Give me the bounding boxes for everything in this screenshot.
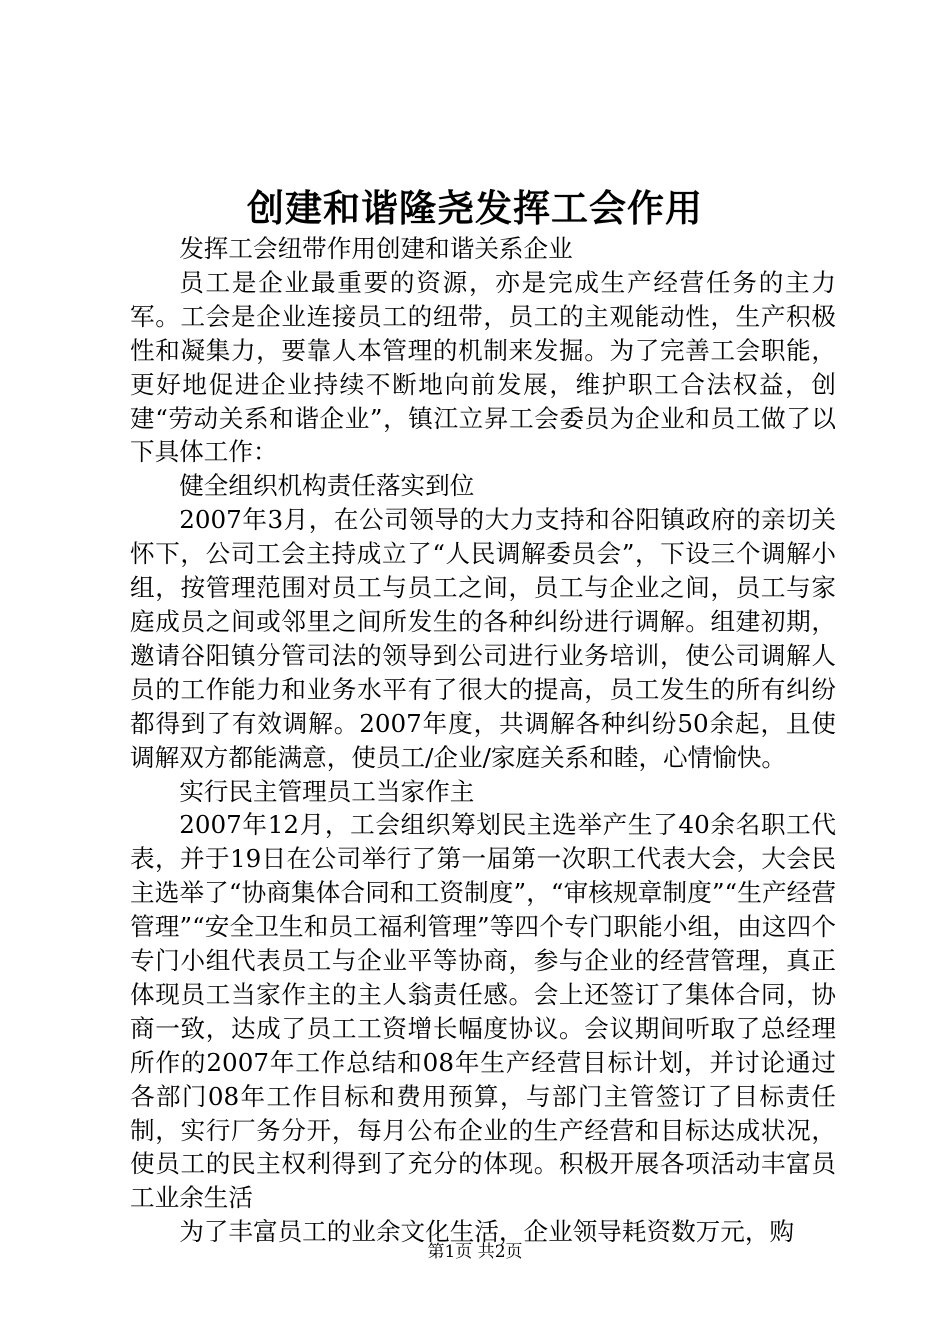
body-paragraph: 2007年3月，在公司领导的大力支持和谷阳镇政府的亲切关怀下，公司工会主持成立了“人民调解委员会”，下设三个调解小组，按管理范围对员工与员工之间，员工与企业之间，员工与家庭成员之间或邻里之间所发生的各种纠纷进行调解。组建初期，邀请谷阳镇分管司法的领导到公司进行业务培训，使公司调解人员的工作能力和业务水平有了很大的提高，员工发生的所有纠纷都得到了有效调解。2007年度，共调解各种纠纷50余起，且使调解双方都能满意，使员工/企业/家庭关系和睦，心情愉快。 bbox=[130, 505, 836, 772]
body-paragraph: 员工是企业最重要的资源，亦是完成生产经营任务的主力军。工会是企业连接员工的纽带，员工的主观能动性，生产积极性和凝集力，要靠人本管理的机制来发掘。为了完善工会职能，更好地促进企业持续不断地向前发展，维护职工合法权益，创建“劳动关系和谐企业”，镇江立昇工会委员为企业和员工做了以下具体工作： bbox=[130, 267, 836, 467]
body-paragraph: 2007年12月，工会组织筹划民主选举产生了40余名职工代表，并于19日在公司举行了第一届第一次职工代表大会，大会民主选举了“协商集体合同和工资制度”，“审核规章制度”“生产经营管理”“安全卫生和员工福利管理”等四个专门职能小组，由这四个专门小组代表员工与企业平等协商，参与企业的经营管理，真正体现员工当家作主的主人翁责任感。会上还签订了集体合同，协商一致，达成了员工工资增长幅度协议。会议期间听取了总经理所作的2007年工作总结和08年生产经营目标计划，并讨论通过各部门08年工作目标和费用预算，与部门主管签订了目标责任制，实行厂务分开，每月公布企业的生产经营和目标达成状况，使员工的民主权利得到了充分的体现。积极开展各项活动丰富员工业余生活 bbox=[130, 810, 836, 1213]
document-title: 创建和谐隆尧发挥工会作用 bbox=[247, 186, 703, 230]
document-body bbox=[130, 232, 836, 1249]
section-heading: 发挥工会纽带作用创建和谐关系企业 bbox=[179, 234, 573, 263]
section-heading: 实行民主管理员工当家作主 bbox=[179, 776, 475, 806]
section-heading: 健全组织机构责任落实到位 bbox=[179, 471, 475, 501]
body-paragraph: 为了丰富员工的业余文化生活，企业领导耗资数万元，购 bbox=[179, 1217, 795, 1247]
page-footer: 第1页 共2页 bbox=[427, 1242, 523, 1262]
